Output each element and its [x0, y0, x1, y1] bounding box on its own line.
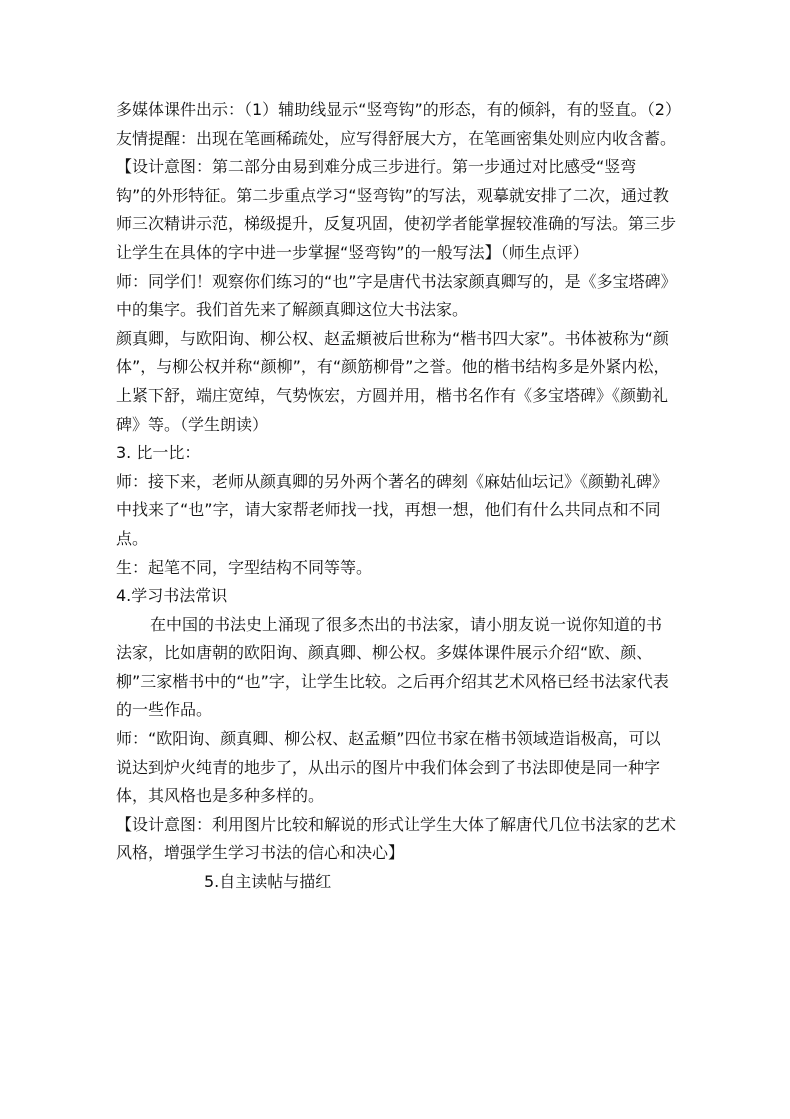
- section-heading-compare: 3. 比一比：: [116, 443, 201, 463]
- paragraph-teacher-four-masters: 师：“欧阳询、颜真卿、柳公权、赵孟頫”四位书家在楷书领域造诣极高，可以说达到炉火纯青的地步了，从出示的图片中我们体会到了书法即使是同一种字体，其风格也是多种多样的。: [116, 729, 661, 806]
- document-page: [116, 96, 676, 897]
- paragraph-design-intent-1: 【设计意图：第二部分由易到难分成三步进行。第一步通过对比感受“竖弯钩”的外形特征。第二步重点学习“竖弯钩”的写法，观摹就安排了二次，通过教师三次精讲示范，梯级提升，反复巩固，使初学者能掌握较准确的写法。第三步让学生在具体的字中进一步掌握“竖弯钩”的一般写法】（师生点评）: [116, 157, 677, 262]
- paragraph-yan-zhenqing-bio: 颜真卿，与欧阳询、柳公权、赵孟頫被后世称为“楷书四大家”。书体被称为“颜体”，与柳公权并称“颜柳”，有“颜筋柳骨”之誉。他的楷书结构多是外紧内松，上紧下舒，端庄宽绰，气势恢宏，方圆并用，楷书名作有《多宝塔碑》《颜勤礼碑》等。（学生朗读）: [116, 328, 670, 434]
- paragraph-teacher-compare: 师：接下来，老师从颜真卿的另外两个著名的碑刻《麻姑仙坛记》《颜勤礼碑》中找来了“也”字，请大家帮老师找一找，再想一想，他们有什么共同点和不同点。: [116, 471, 669, 548]
- paragraph-calligraphy-history: 在中国的书法史上涌现了很多杰出的书法家，请小朋友说一说你知道的书法家，比如唐朝的欧阳询、颜真卿、柳公权。多媒体课件展示介绍“欧、颜、柳”三家楷书中的“也”字，让学生比较。之后再介绍其艺术风格已经书法家代表的一些作品。: [116, 614, 669, 720]
- paragraph-multimedia-display: 多媒体课件出示：（1）辅助线显示“竖弯钩”的形态，有的倾斜，有的竖直。（2）友情提醒：出现在笔画稀疏处，应写得舒展大方，在笔画密集处则应内收含蓄。: [116, 100, 677, 148]
- section-heading-calligraphy-knowledge: 4.学习书法常识: [116, 586, 228, 606]
- paragraph-design-intent-2: 【设计意图：利用图片比较和解说的形式让学生大体了解唐代几位书法家的艺术风格，增强学生学习书法的信心和决心】: [116, 814, 677, 863]
- paragraph-student-answer: 生：起笔不同，字型结构不同等等。: [116, 557, 373, 577]
- paragraph-teacher-intro: 师：同学们！观察你们练习的“也”字是唐代书法家颜真卿写的，是《多宝塔碑》中的集字。我们首先来了解颜真卿这位大书法家。: [116, 271, 669, 320]
- section-heading-self-study: 5.自主读帖与描红: [204, 872, 332, 892]
